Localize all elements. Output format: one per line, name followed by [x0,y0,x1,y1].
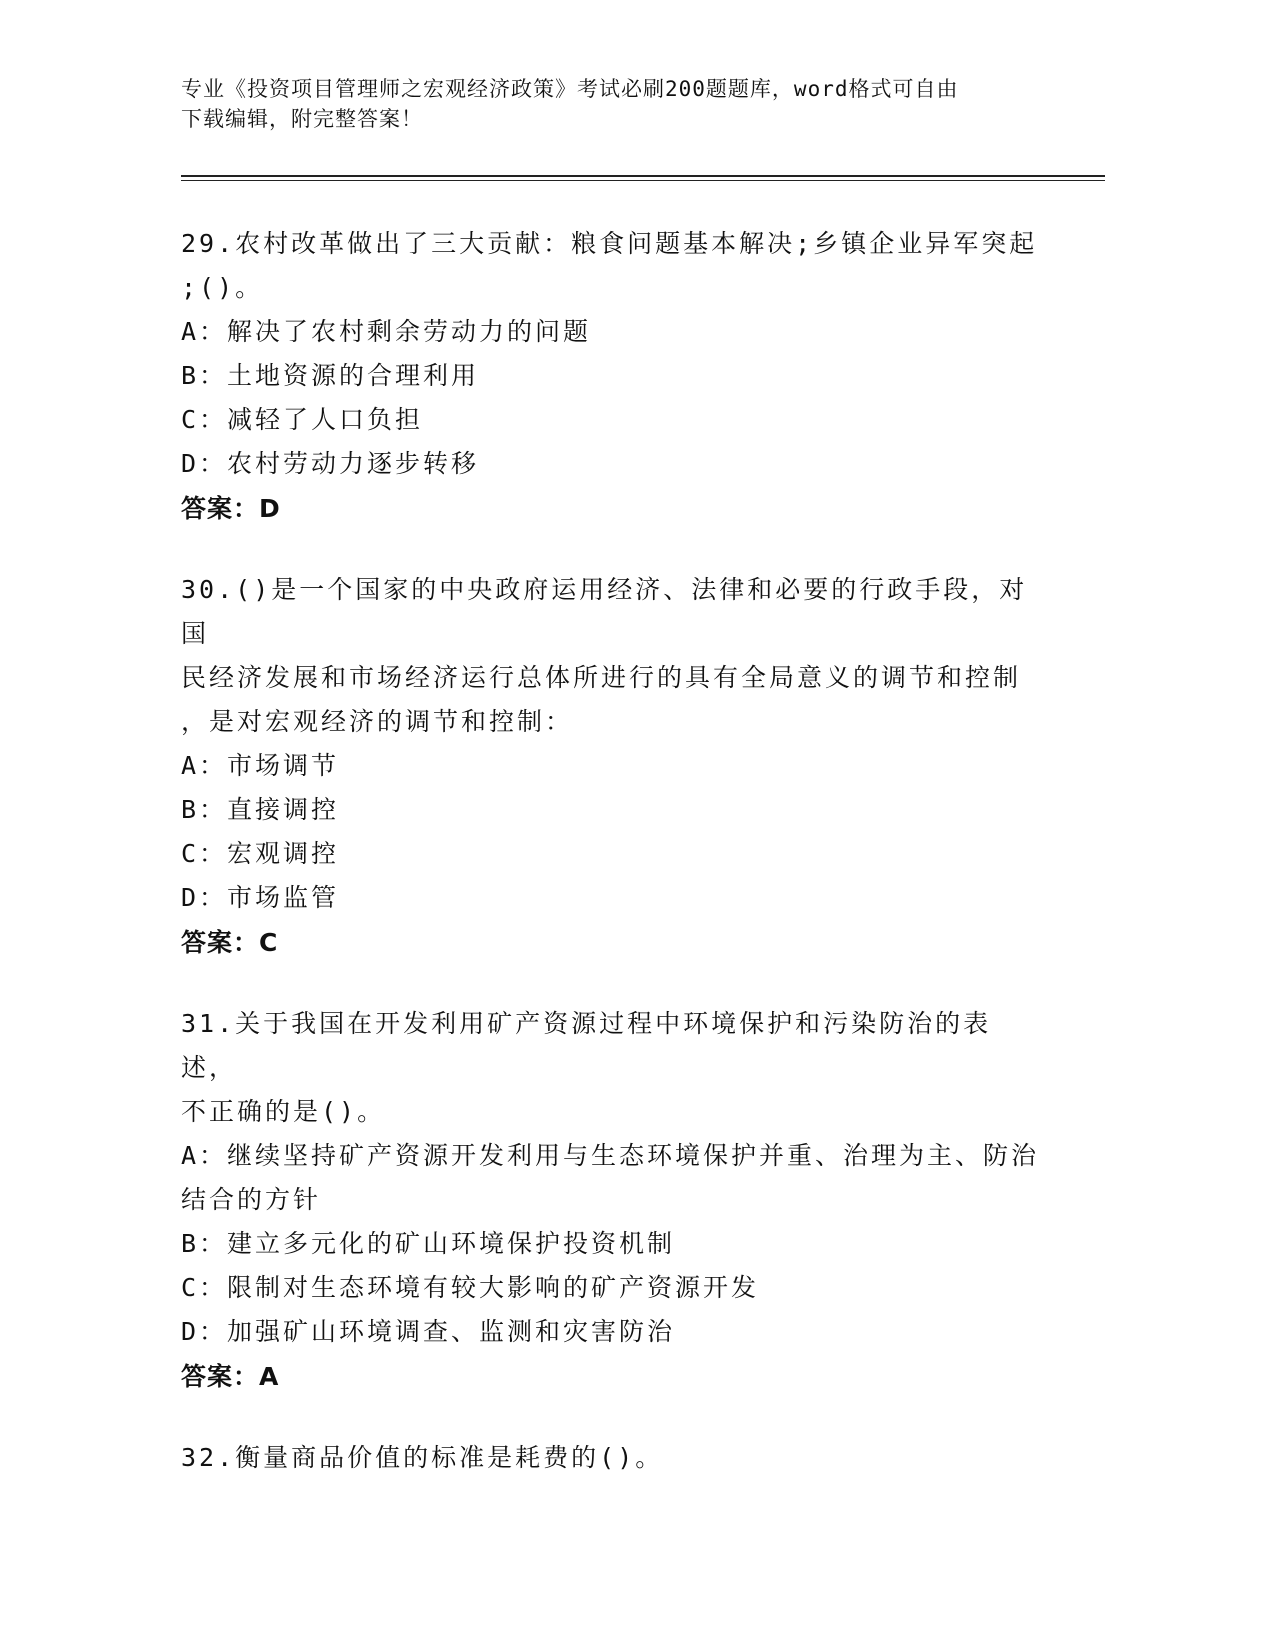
question-text: 31.关于我国在开发利用矿产资源过程中环境保护和污染防治的表述， [181,1009,992,1082]
answer-option: D：农村劳动力逐步转移 [181,449,480,478]
document-header [181,74,1061,134]
question-text: 不正确的是()。 [181,1097,386,1126]
question-text: 29.农村改革做出了三大贡献：粮食问题基本解决;乡镇企业异军突起 [181,229,1038,258]
answer-option: D：加强矿山环境调查、监测和灾害防治 [181,1317,676,1346]
answer-option: D：市场监管 [181,883,340,912]
question-list [181,222,1041,1516]
question-item [181,568,1041,966]
answer-option: C：宏观调控 [181,839,340,868]
answer-key: 答案：A [181,1362,280,1391]
header-line-1: 专业《投资项目管理师之宏观经济政策》考试必刷200题题库，word格式可自由 [181,77,959,101]
answer-option: A：解决了农村剩余劳动力的问题 [181,317,592,346]
answer-option: B：建立多元化的矿山环境保护投资机制 [181,1229,676,1258]
answer-option: 结合的方针 [181,1185,322,1214]
answer-option: B：土地资源的合理利用 [181,361,480,390]
answer-option: C：减轻了人口负担 [181,405,424,434]
question-text: 30.()是一个国家的中央政府运用经济、法律和必要的行政手段，对国 [181,575,1028,648]
question-text: 民经济发展和市场经济运行总体所进行的具有全局意义的调节和控制 [181,663,1022,692]
question-text: 32.衡量商品价值的标准是耗费的()。 [181,1443,664,1472]
header-divider-thick [181,175,1105,177]
answer-option: A：继续坚持矿产资源开发利用与生态环境保护并重、治理为主、防治 [181,1141,1040,1170]
header-line-2: 下载编辑，附完整答案！ [181,107,423,131]
question-text: ;()。 [181,273,264,302]
question-item [181,222,1041,532]
answer-option: A：市场调节 [181,751,340,780]
answer-key: 答案：D [181,494,281,523]
question-item [181,1002,1041,1400]
answer-option: C：限制对生态环境有较大影响的矿产资源开发 [181,1273,760,1302]
question-item [181,1436,1041,1480]
question-text: ，是对宏观经济的调节和控制： [181,707,574,736]
header-divider-thin [181,180,1105,181]
answer-key: 答案：C [181,928,279,957]
answer-option: B：直接调控 [181,795,340,824]
